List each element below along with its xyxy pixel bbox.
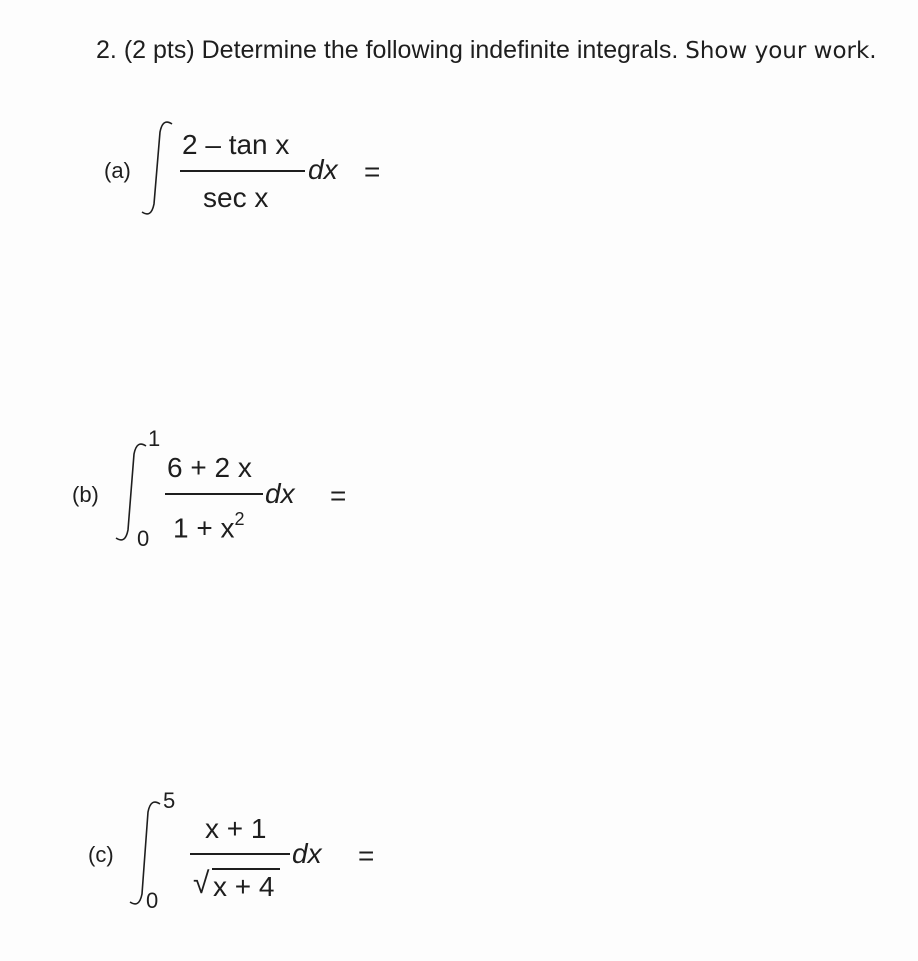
part-c-lower-limit: 0 — [146, 888, 159, 913]
part-b-fraction-bar — [165, 493, 263, 495]
part-c-radicand: x + 4 — [213, 871, 275, 902]
problem-title — [96, 38, 877, 63]
part-c-upper-limit: 5 — [163, 788, 176, 813]
part-a-numerator: 2 – tan x — [182, 129, 290, 160]
part-c-label: (c) — [88, 842, 114, 867]
part-b-numerator: 6 + 2 x — [167, 452, 252, 483]
part-a-fraction-bar — [180, 170, 305, 172]
problem-number: 2. — [96, 36, 117, 64]
part-b-differential: dx — [265, 478, 295, 509]
part-a-denominator: sec x — [203, 182, 269, 213]
part-a-equals: = — [364, 156, 381, 187]
part-c-radical-icon: √ — [193, 867, 210, 900]
part-c-numerator: x + 1 — [205, 813, 267, 844]
integral-sign-icon — [140, 118, 180, 218]
part-b-denominator-exponent: 2 — [234, 509, 245, 529]
problem-show-work: Show your work. — [685, 38, 877, 64]
part-b-label: (b) — [72, 482, 99, 507]
problem-instruction: Determine the following indefinite integrals. — [201, 36, 679, 64]
part-b-equals: = — [330, 480, 347, 511]
part-c-radical-vinculum — [212, 868, 280, 870]
part-a-label: (a) — [104, 158, 131, 183]
part-b-denominator — [173, 509, 245, 544]
part-c-fraction-bar — [190, 853, 290, 855]
problem-points: (2 pts) — [123, 36, 195, 64]
part-c-differential: dx — [292, 838, 322, 869]
part-c-equals: = — [358, 840, 375, 871]
part-a-differential: dx — [308, 154, 338, 185]
part-b-denominator-base: 1 + x — [173, 512, 235, 544]
part-b-lower-limit: 0 — [137, 526, 150, 551]
part-b-upper-limit: 1 — [148, 426, 161, 451]
